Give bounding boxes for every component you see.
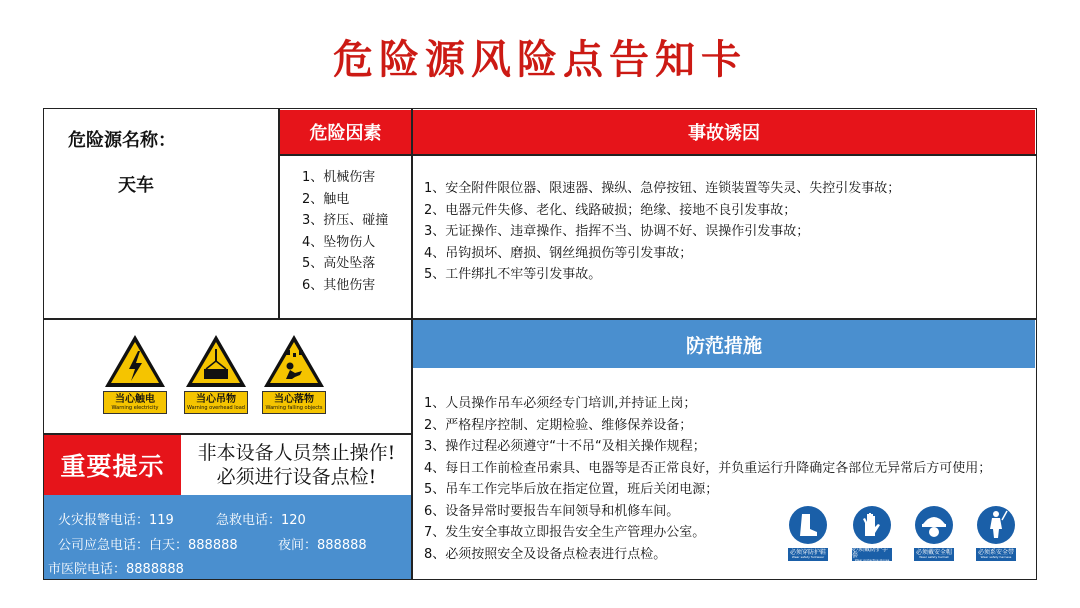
sign-label-en: Warning electricity — [111, 404, 159, 411]
ppe-label: 必须戴防护手套 — [852, 546, 889, 559]
ppe-sign-helmet — [914, 505, 954, 561]
list-item: 5、高处坠落 — [302, 256, 376, 272]
list-item: 5、工件绑扎不牢等引发事故。 — [424, 267, 602, 282]
sign-label-en: Warning falling objects — [265, 404, 323, 411]
hazard-name-label: 危险源名称： — [68, 130, 176, 151]
list-item: 1、机械伤害 — [302, 170, 376, 185]
ppe-label-en: Wear safety harness — [980, 555, 1012, 559]
hazard-name-value: 天车 — [118, 175, 154, 196]
overhead-load-warning-icon — [184, 333, 248, 389]
list-item: 7、发生安全事故立即报告安全生产管理办公室。 — [424, 525, 706, 540]
safety-helmet-icon — [914, 505, 954, 545]
list-item: 3、无证操作、违章操作、指挥不当、协调不好、误操作引发事故； — [424, 224, 810, 239]
falling-objects-warning-icon — [262, 333, 326, 389]
factors-list — [302, 167, 388, 297]
sign-label: 当心落物 — [274, 393, 314, 405]
causes-list — [424, 178, 900, 286]
protective-gloves-icon — [852, 505, 892, 545]
ppe-label-en: Wear protective gloves — [854, 558, 890, 562]
list-item: 4、每日工作前检查吊索具、电器等是否正常良好，并负重运行升降确定各部位无异常后方可使用； — [424, 460, 992, 476]
measures-header: 防范措施 — [413, 320, 1035, 368]
list-item: 3、挤压、碰撞 — [302, 213, 389, 229]
page-title: 危险源风险点告知卡 — [333, 37, 747, 83]
sign-label: 当心吊物 — [196, 393, 236, 405]
protective-boots-icon — [788, 505, 828, 545]
ppe-label: 必须系安全带 — [977, 549, 1014, 556]
company-phone: 公司应急电话：白天：888888 — [58, 538, 238, 553]
fire-phone: 火灾报警电话：119 — [58, 513, 174, 528]
ppe-label-en: Wear safety footwear — [791, 555, 825, 559]
ppe-label: 必须穿防护鞋 — [789, 549, 826, 556]
ppe-sign-boots — [788, 505, 828, 561]
list-item: 2、电器元件失修、老化、线路破损；绝缘、接地不良引发事故； — [424, 202, 797, 218]
important-notice-label: 重要提示 — [44, 434, 181, 495]
list-item: 2、触电 — [302, 191, 350, 207]
list-item: 6、其他伤害 — [302, 277, 376, 293]
list-item: 3、操作过程必须遵守“十不吊“及相关操作规程； — [424, 439, 706, 454]
sign-label-en: Warning overhead load — [187, 404, 245, 411]
warning-sign-falling-objects — [262, 333, 326, 414]
list-item: 1、安全附件限位器、限速器、操纵、急停按钮、连锁装置等失灵、失控引发事故； — [424, 181, 901, 196]
ppe-label-en: Wear safety helmet — [919, 555, 949, 559]
causes-header: 事故诱因 — [413, 110, 1035, 154]
safety-harness-icon — [976, 505, 1016, 545]
ppe-sign-gloves — [852, 505, 892, 561]
electric-shock-warning-icon — [103, 333, 167, 389]
list-item: 6、设备异常时要报告车间领导和机修车间。 — [424, 503, 680, 519]
warning-sign-electricity — [103, 333, 167, 414]
factors-header: 危险因素 — [280, 110, 411, 154]
important-notice-text — [182, 434, 411, 495]
list-item: 4、坠物伤人 — [302, 234, 376, 250]
divider — [278, 154, 1036, 156]
warning-sign-overhead-load — [184, 333, 248, 414]
emergency-contacts — [44, 495, 411, 579]
ppe-label: 必须戴安全帽 — [915, 549, 952, 556]
list-item: 4、吊钩损坏、磨损、钢丝绳损伤等引发事故； — [424, 245, 693, 261]
night-phone: 夜间：888888 — [278, 538, 367, 553]
list-item: 1、人员操作吊车必须经专门培训,并持证上岗； — [424, 396, 697, 411]
hospital-phone: 市医院电话：8888888 — [48, 562, 184, 577]
notice-line: 必须进行设备点检! — [216, 465, 377, 488]
list-item: 8、必须按照安全及设备点检表进行点检。 — [424, 546, 667, 562]
list-item: 2、严格程序控制、定期检验、维修保养设备； — [424, 417, 693, 433]
notice-line: 非本设备人员禁止操作! — [197, 441, 396, 464]
measures-list — [424, 393, 991, 565]
ambulance-phone: 急救电话：120 — [216, 513, 306, 528]
ppe-sign-harness — [976, 505, 1016, 561]
sign-label: 当心触电 — [115, 393, 155, 405]
list-item: 5、吊车工作完毕后放在指定位置，班后关闭电源； — [424, 482, 719, 497]
